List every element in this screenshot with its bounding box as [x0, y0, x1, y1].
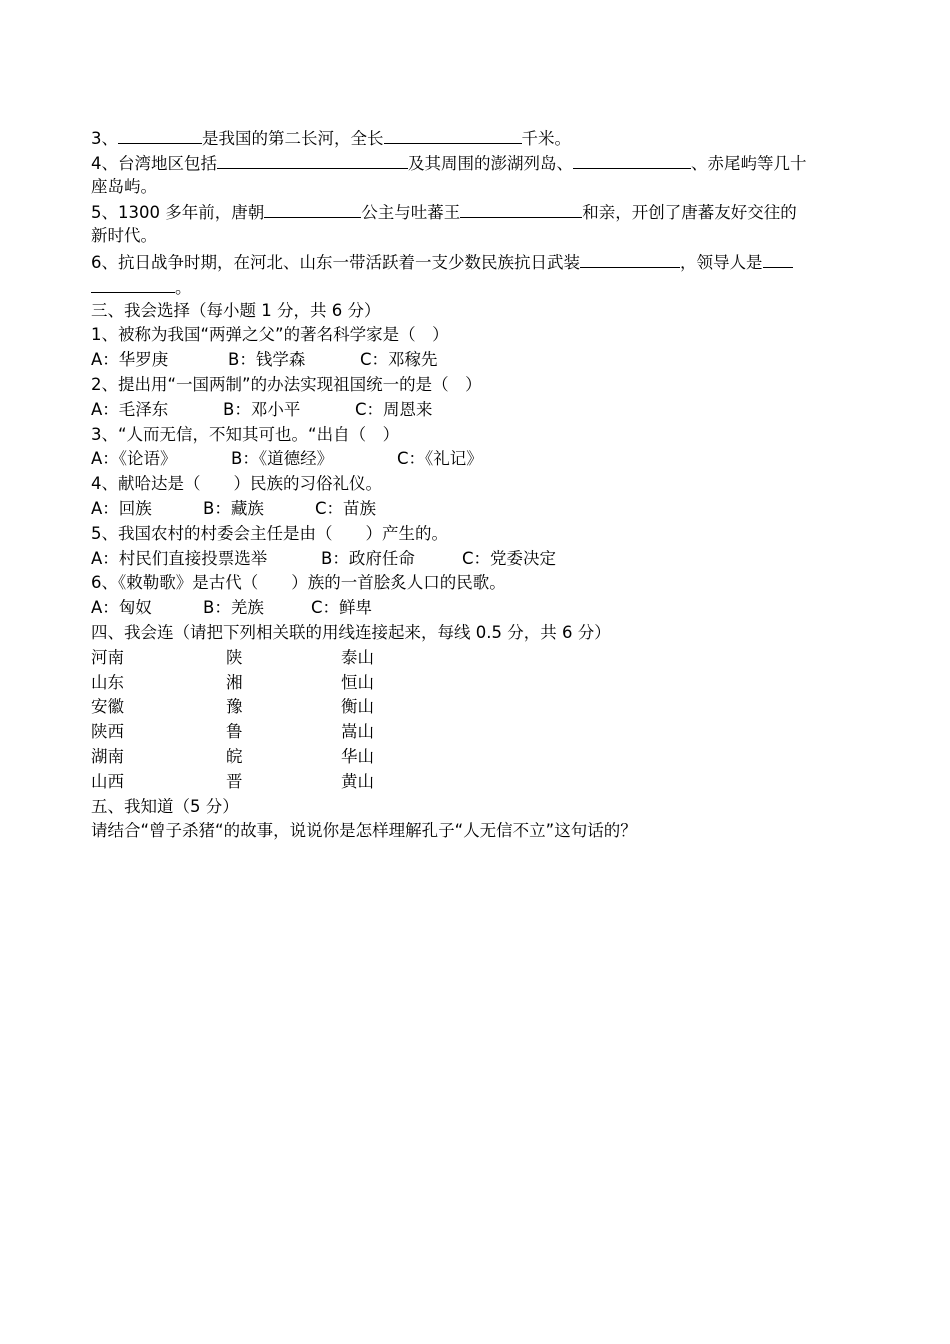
option-a[interactable]: A：《论语》	[91, 449, 177, 469]
option-c[interactable]: C：邓稼先	[360, 350, 438, 370]
match-row	[91, 720, 871, 745]
choice-question-6: 6、《敕勒歌》是古代（ ）族的一首脍炙人口的民歌。	[91, 573, 506, 593]
choice-question-2: 2、提出用“一国两制”的办法实现祖国统一的是（ ）	[91, 374, 482, 394]
match-mountain[interactable]: 黄山	[341, 771, 374, 791]
q4-text-b: 及其周围的澎湖列岛、	[408, 153, 573, 173]
q6-blank-2a[interactable]	[763, 249, 793, 268]
q5-text-a: 5、1300 多年前，唐朝	[91, 203, 265, 223]
match-province[interactable]: 湖南	[91, 746, 124, 766]
q4-text-d: 座岛屿。	[91, 176, 157, 196]
match-row	[91, 646, 871, 671]
choice-options-6	[91, 596, 871, 621]
match-province[interactable]: 山西	[91, 771, 124, 791]
match-abbreviation[interactable]: 晋	[226, 771, 243, 791]
option-b[interactable]: B：邓小平	[223, 399, 301, 419]
match-mountain[interactable]: 华山	[341, 746, 374, 766]
match-row	[91, 770, 871, 795]
q3-text-b: 是我国的第二长河，全长	[202, 129, 384, 148]
choice-question-4: 4、献哈达是（ ）民族的习俗礼仪。	[91, 474, 382, 494]
match-abbreviation[interactable]: 鲁	[226, 722, 243, 742]
match-mountain[interactable]: 嵩山	[341, 722, 374, 742]
fill-question-4-cont	[91, 175, 871, 200]
option-b[interactable]: B：羌族	[203, 598, 264, 618]
option-c[interactable]: C：周恩来	[355, 399, 433, 419]
match-province[interactable]: 山东	[91, 672, 124, 692]
option-c[interactable]: C：《礼记》	[397, 449, 483, 469]
q6-text-c: 。	[175, 277, 192, 297]
match-heading: 四、我会连（请把下列相关联的用线连接起来，每线 0.5 分，共 6 分）	[91, 622, 611, 642]
option-a[interactable]: A：华罗庚	[91, 350, 169, 370]
match-mountain[interactable]: 衡山	[341, 697, 374, 717]
option-b[interactable]: B：《道德经》	[231, 449, 334, 469]
option-a[interactable]: A：村民们直接投票选举	[91, 548, 268, 568]
option-a[interactable]: A：回族	[91, 498, 152, 518]
option-b[interactable]: B：政府任命	[321, 548, 415, 568]
worksheet-content	[91, 125, 871, 844]
match-row	[91, 695, 871, 720]
choice-question-3: 3、“人而无信，不知其可也。“出自（ ）	[91, 424, 400, 444]
q4-text-c: 、赤尾屿等几十	[691, 153, 807, 173]
q6-blank-2b[interactable]	[91, 274, 175, 293]
option-c[interactable]: C：党委决定	[462, 548, 557, 568]
match-province[interactable]: 河南	[91, 647, 124, 667]
q5-text-c: 和亲，开创了唐蕃友好交往的	[582, 203, 797, 223]
q3-blank-1[interactable]	[118, 125, 202, 144]
q3-blank-2[interactable]	[384, 125, 522, 144]
choice-question-5: 5、我国农村的村委会主任是由（ ）产生的。	[91, 523, 448, 543]
option-b[interactable]: B：钱学森	[228, 350, 306, 370]
q4-text-a: 4、台湾地区包括	[91, 153, 217, 173]
match-province[interactable]: 陕西	[91, 722, 124, 742]
match-row	[91, 671, 871, 696]
option-c[interactable]: C：苗族	[315, 498, 377, 518]
q6-blank-1[interactable]	[580, 249, 680, 268]
match-mountain[interactable]: 恒山	[341, 672, 374, 692]
q4-blank-2[interactable]	[573, 150, 691, 169]
option-a[interactable]: A：毛泽东	[91, 399, 169, 419]
fill-question-6-cont	[91, 274, 871, 299]
know-prompt: 请结合“曾子杀猪“的故事，说说你是怎样理解孔子“人无信不立”这句话的？	[91, 821, 637, 841]
fill-question-5	[91, 199, 871, 224]
option-c[interactable]: C：鲜卑	[311, 598, 373, 618]
choice-question-1: 1、被称为我国“两弹之父”的著名科学家是（ ）	[91, 325, 449, 345]
q3-text-a: 3、	[91, 129, 118, 148]
q5-text-d: 新时代。	[91, 226, 157, 246]
match-abbreviation[interactable]: 湘	[226, 672, 243, 692]
q5-text-b: 公主与吐蕃王	[361, 203, 461, 223]
q6-text-b: ，领导人是	[680, 252, 763, 272]
know-heading: 五、我知道（5 分）	[91, 796, 239, 816]
choice-options-2	[91, 398, 871, 423]
fill-question-3	[91, 125, 871, 150]
q3-text-c: 千米。	[521, 129, 571, 148]
option-a[interactable]: A：匈奴	[91, 598, 152, 618]
choice-options-1	[91, 348, 871, 373]
q5-blank-1[interactable]	[264, 199, 361, 218]
match-mountain[interactable]: 泰山	[341, 647, 374, 667]
fill-question-6	[91, 249, 871, 274]
choice-options-4	[91, 497, 871, 522]
match-abbreviation[interactable]: 皖	[226, 746, 243, 766]
choice-options-3	[91, 447, 871, 472]
q5-blank-2[interactable]	[460, 199, 582, 218]
option-b[interactable]: B：藏族	[203, 498, 264, 518]
match-province[interactable]: 安徽	[91, 697, 124, 717]
choice-options-5	[91, 547, 871, 572]
q4-blank-1[interactable]	[217, 150, 408, 169]
q6-text-a: 6、抗日战争时期，在河北、山东一带活跃着一支少数民族抗日武装	[91, 252, 580, 272]
fill-question-5-cont	[91, 224, 871, 249]
choice-heading: 三、我会选择（每小题 1 分，共 6 分）	[91, 300, 381, 320]
match-abbreviation[interactable]: 陕	[226, 647, 243, 667]
match-abbreviation[interactable]: 豫	[226, 697, 243, 717]
match-row	[91, 745, 871, 770]
fill-question-4	[91, 150, 871, 175]
